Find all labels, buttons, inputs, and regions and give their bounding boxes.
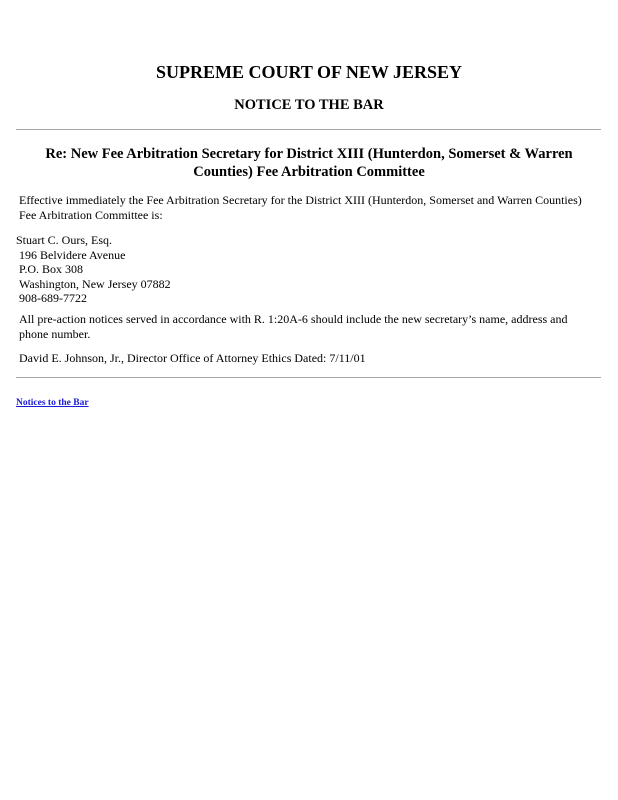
address-city: Washington, New Jersey 07882 xyxy=(19,276,171,291)
address-street: 196 Belvidere Avenue xyxy=(19,247,126,262)
effective-line: Fee Arbitration Committee is: xyxy=(19,207,163,222)
re-heading-line: Counties) Fee Arbitration Committee xyxy=(193,164,425,180)
secretary-address xyxy=(16,233,171,306)
top-divider xyxy=(16,129,601,130)
preaction-paragraph xyxy=(19,312,604,341)
re-heading xyxy=(30,145,588,181)
effective-line: Effective immediately the Fee Arbitration Secretary for the District XIII (Hunterdon, Somerset and Warren Counties) xyxy=(19,193,582,207)
preaction-line: All pre-action notices served in accordance with R. 1:20A-6 should include the new secretary’s name, address and xyxy=(19,312,568,326)
signature-line xyxy=(19,351,604,366)
re-heading-line: Re: New Fee Arbitration Secretary for District XIII (Hunterdon, Somerset & Warren xyxy=(45,146,573,162)
address-name: Stuart C. Ours, Esq. xyxy=(16,233,112,247)
address-po-box: P.O. Box 308 xyxy=(19,262,84,276)
notice-title: NOTICE TO THE BAR xyxy=(234,97,384,113)
notices-to-the-bar-link[interactable]: Notices to the Bar xyxy=(16,398,89,408)
address-phone: 908-689-7722 xyxy=(19,291,87,305)
bottom-divider xyxy=(16,377,601,378)
signature-text: David E. Johnson, Jr., Director Office of Attorney Ethics Dated: 7/11/01 xyxy=(19,351,366,365)
court-title: SUPREME COURT OF NEW JERSEY xyxy=(155,62,463,82)
preaction-line: phone number. xyxy=(19,326,91,341)
effective-paragraph xyxy=(19,193,604,222)
